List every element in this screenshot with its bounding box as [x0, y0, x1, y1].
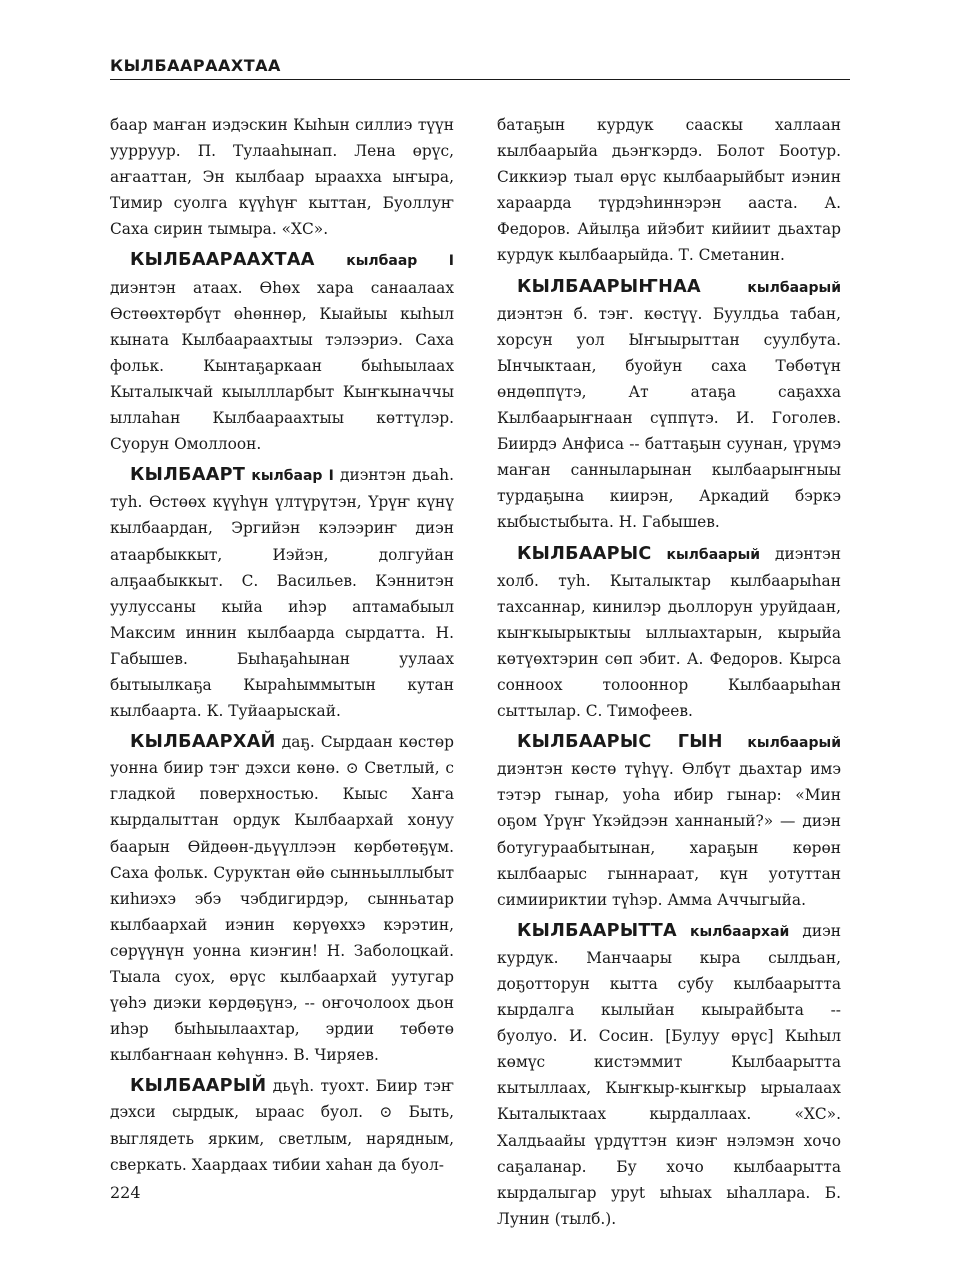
entry-definition: диэнтэн атаах. Өһөх хара санаалаах Өстөөхтөрбүт өһөннөр, Кыайыы кыһыл кыната Кылбаараахтыы тэлээриэ. Саха фольк. Кынтаҕаркаан быһыылаах Кыталыкчай кыыллларбыт Кыҥкыначчы ыллаһан Кылбаараахтыы көттүлэр. Суорун Омоллоон. [110, 278, 454, 454]
headword: КЫЛБААРЫЙ [130, 1076, 267, 1097]
entry-reference: кылбаархай [689, 923, 790, 940]
headword: КЫЛБААРЫТТА [517, 920, 677, 941]
running-head: КЫЛБААРААХТАА [110, 56, 281, 75]
entry-definition: Сырдаан көстөр уонна биир тэҥ дэхси көнө. ⊙ Светлый, с гладкой поверхностью. Кыыс Хаҥа кырдалыттан ордук Кылбаархай хонуу баарын Өйдөөн-дьүүллээн көрбөтөҕүм. Саха фольк. Суруктан өйө сынньыллыбыт киһиэхэ эбэ чэбдигирдэр, сынньатар кылбаархай иэнин көрүөххэ кэрэтин, сөрүүнүн уонна киэҥин! Н. Заболоцкай. Тыала суох, өрүс кылбаархай уутугар үөһэ диэки көрдөҕүнэ, -- оҥочолоох дьон иһэр быһыылаахтар, эрдии төбөтө кылбаҥнаан көһүннэ. В. Чиряев. [110, 733, 454, 1065]
entry-definition: диэнтэн дьаһ. туһ. Өстөөх күүһүн үлтүрүтэн, Үрүҥ күнү кылбаардан, Эргийэн кэлээриҥ диэн атаарбыккыт, Иэйэн, долгуйан алҕаабыккыт. С. Васильев. Кэннитэн уулуссаны кыйа иһэр аптамабыыл Максим иннин кылбаарда сырдатта. Н. Габышев. Быһаҕаһынан уулаах бытыылкаҕа Кыраһыммытын кутан кылбаарта. К. Туйаарыскай. [110, 466, 454, 721]
dictionary-entry [497, 729, 841, 913]
left-column [110, 112, 454, 1178]
entry-reference: кылбаар I [346, 253, 454, 270]
page-number: 224 [110, 1183, 141, 1202]
header-rule [110, 79, 850, 80]
dictionary-entry [497, 274, 841, 536]
headword: КЫЛБААРЫҤНАА [517, 276, 701, 297]
dictionary-entry [497, 918, 841, 1232]
right-column [497, 112, 841, 1232]
headword: КЫЛБААРЫС ГЫН [517, 732, 723, 753]
entry-reference: кылбаарый [747, 735, 841, 752]
dictionary-entry [110, 729, 454, 1068]
entry-reference: кылбаарый [666, 546, 761, 563]
headword: КЫЛБААРААХТАА [130, 250, 315, 271]
entry-definition: диэнтэн көстө түһүү. Өлбүт дьахтар имэ тэтэр гынар, уоһа ибир гынар: «Мин оҕом Үрүҥ Үкэйдээн ханнаный?» — диэн ботугураабытынан, хараҕын көрөн кылбаарыс гыннараат, күн уотуттан симиириктии түһэр. Амма Аччыгыйа. [497, 760, 841, 909]
entry-definition: диэн курдук. Манчаары кыра сылдьан, доҕотторун кытта субу кылбаарытта кырдалга кылыйан кыырайбыта -- буолуо. И. Сосин. [Булуу өрүс] Кыһыл көмүс кистэммит Кылбаарытта кытыллаах, Кыҥкыр-кыҥкыр ырыалаах Кыталыктаах кырдаллаах. «ХС». Халдьаайы үрдүттэн киэҥ нэлэмэн хочо саҕаланар. Бу хочо кылбаарытта кырдалыгар уруt ыһыах ыһаллара. Б. Лунин (тылб.). [497, 921, 841, 1228]
continuation-text: батаҕын курдук сааскы халлаан кылбаарыйа дьэҥкэрдэ. Болот Боотур. Сиккиэр тыал өрүс кылбаарыйбыт иэнин хараарда түрдэһиннэрэн ааста. А. Федоров. Айылҕа ийэбит кийиит дьахтар курдук кылбаарыйда. Т. Сметанин. [497, 116, 841, 265]
entry-reference: даҕ. [281, 733, 315, 752]
entry-reference: кылбаар I [251, 468, 334, 485]
dictionary-entry [110, 247, 454, 457]
headword: КЫЛБААРТ [130, 465, 246, 486]
dictionary-entry [497, 541, 841, 725]
continuation-text: баар маҥан иэдэскин Кыһын силлиэ түүн уурруур. П. Тулааһынап. Лена өрүс, аҥааттан, Эн кылбаар ыраахха ыҥыра, Тимир суолга күүһүҥ кыттан, Буоллуҥ Саха сирин тымыра. «ХС». [110, 116, 454, 239]
entry-reference: кылбаарый [747, 279, 841, 296]
headword: КЫЛБААРЫС [517, 543, 652, 564]
dictionary-entry [110, 1073, 454, 1177]
entry-definition: диэнтэн б. тэҥ. көстүү. Буулдьа табан, хорсун уол Ыҥыырыттан суулбута. Ынчыктаан, буойун саха Төбөтүн өндөппүтэ, Ат атаҕа саҕахха Кылбаарыҥнаан сүппүтэ. И. Гоголев. Биирдэ Анфиса -- баттаҕын суунан, үрүмэ маҥан санныларынан кылбаарыҥныы турдаҕына киирэн, Аркадий бэркэ кыбыстыбыта. Н. Габышев. [497, 304, 841, 532]
entry-definition: Биир тэҥ дэхси сырдык, ыраас буол. ⊙ Быть, выглядеть ярким, светлым, нарядным, сверкать. Хаардаах тибии хаһан да буол- [110, 1077, 454, 1174]
entry-definition: диэнтэн холб. туһ. Кыталыктар кылбаарыһан тахсаннар, кинилэр дьоллорун уруйдаан, кыҥкыырыктыы ыллыахтарын, кырыйа көтүөхтэрин сөп эбит. А. Федоров. Кырса сонноох толооннор Кылбаарыһан сыттылар. С. Тимофеев. [497, 544, 841, 721]
dictionary-entry [110, 462, 454, 724]
headword: КЫЛБААРХАЙ [130, 732, 276, 753]
entry-reference: дьүһ. туохт. [272, 1077, 370, 1096]
